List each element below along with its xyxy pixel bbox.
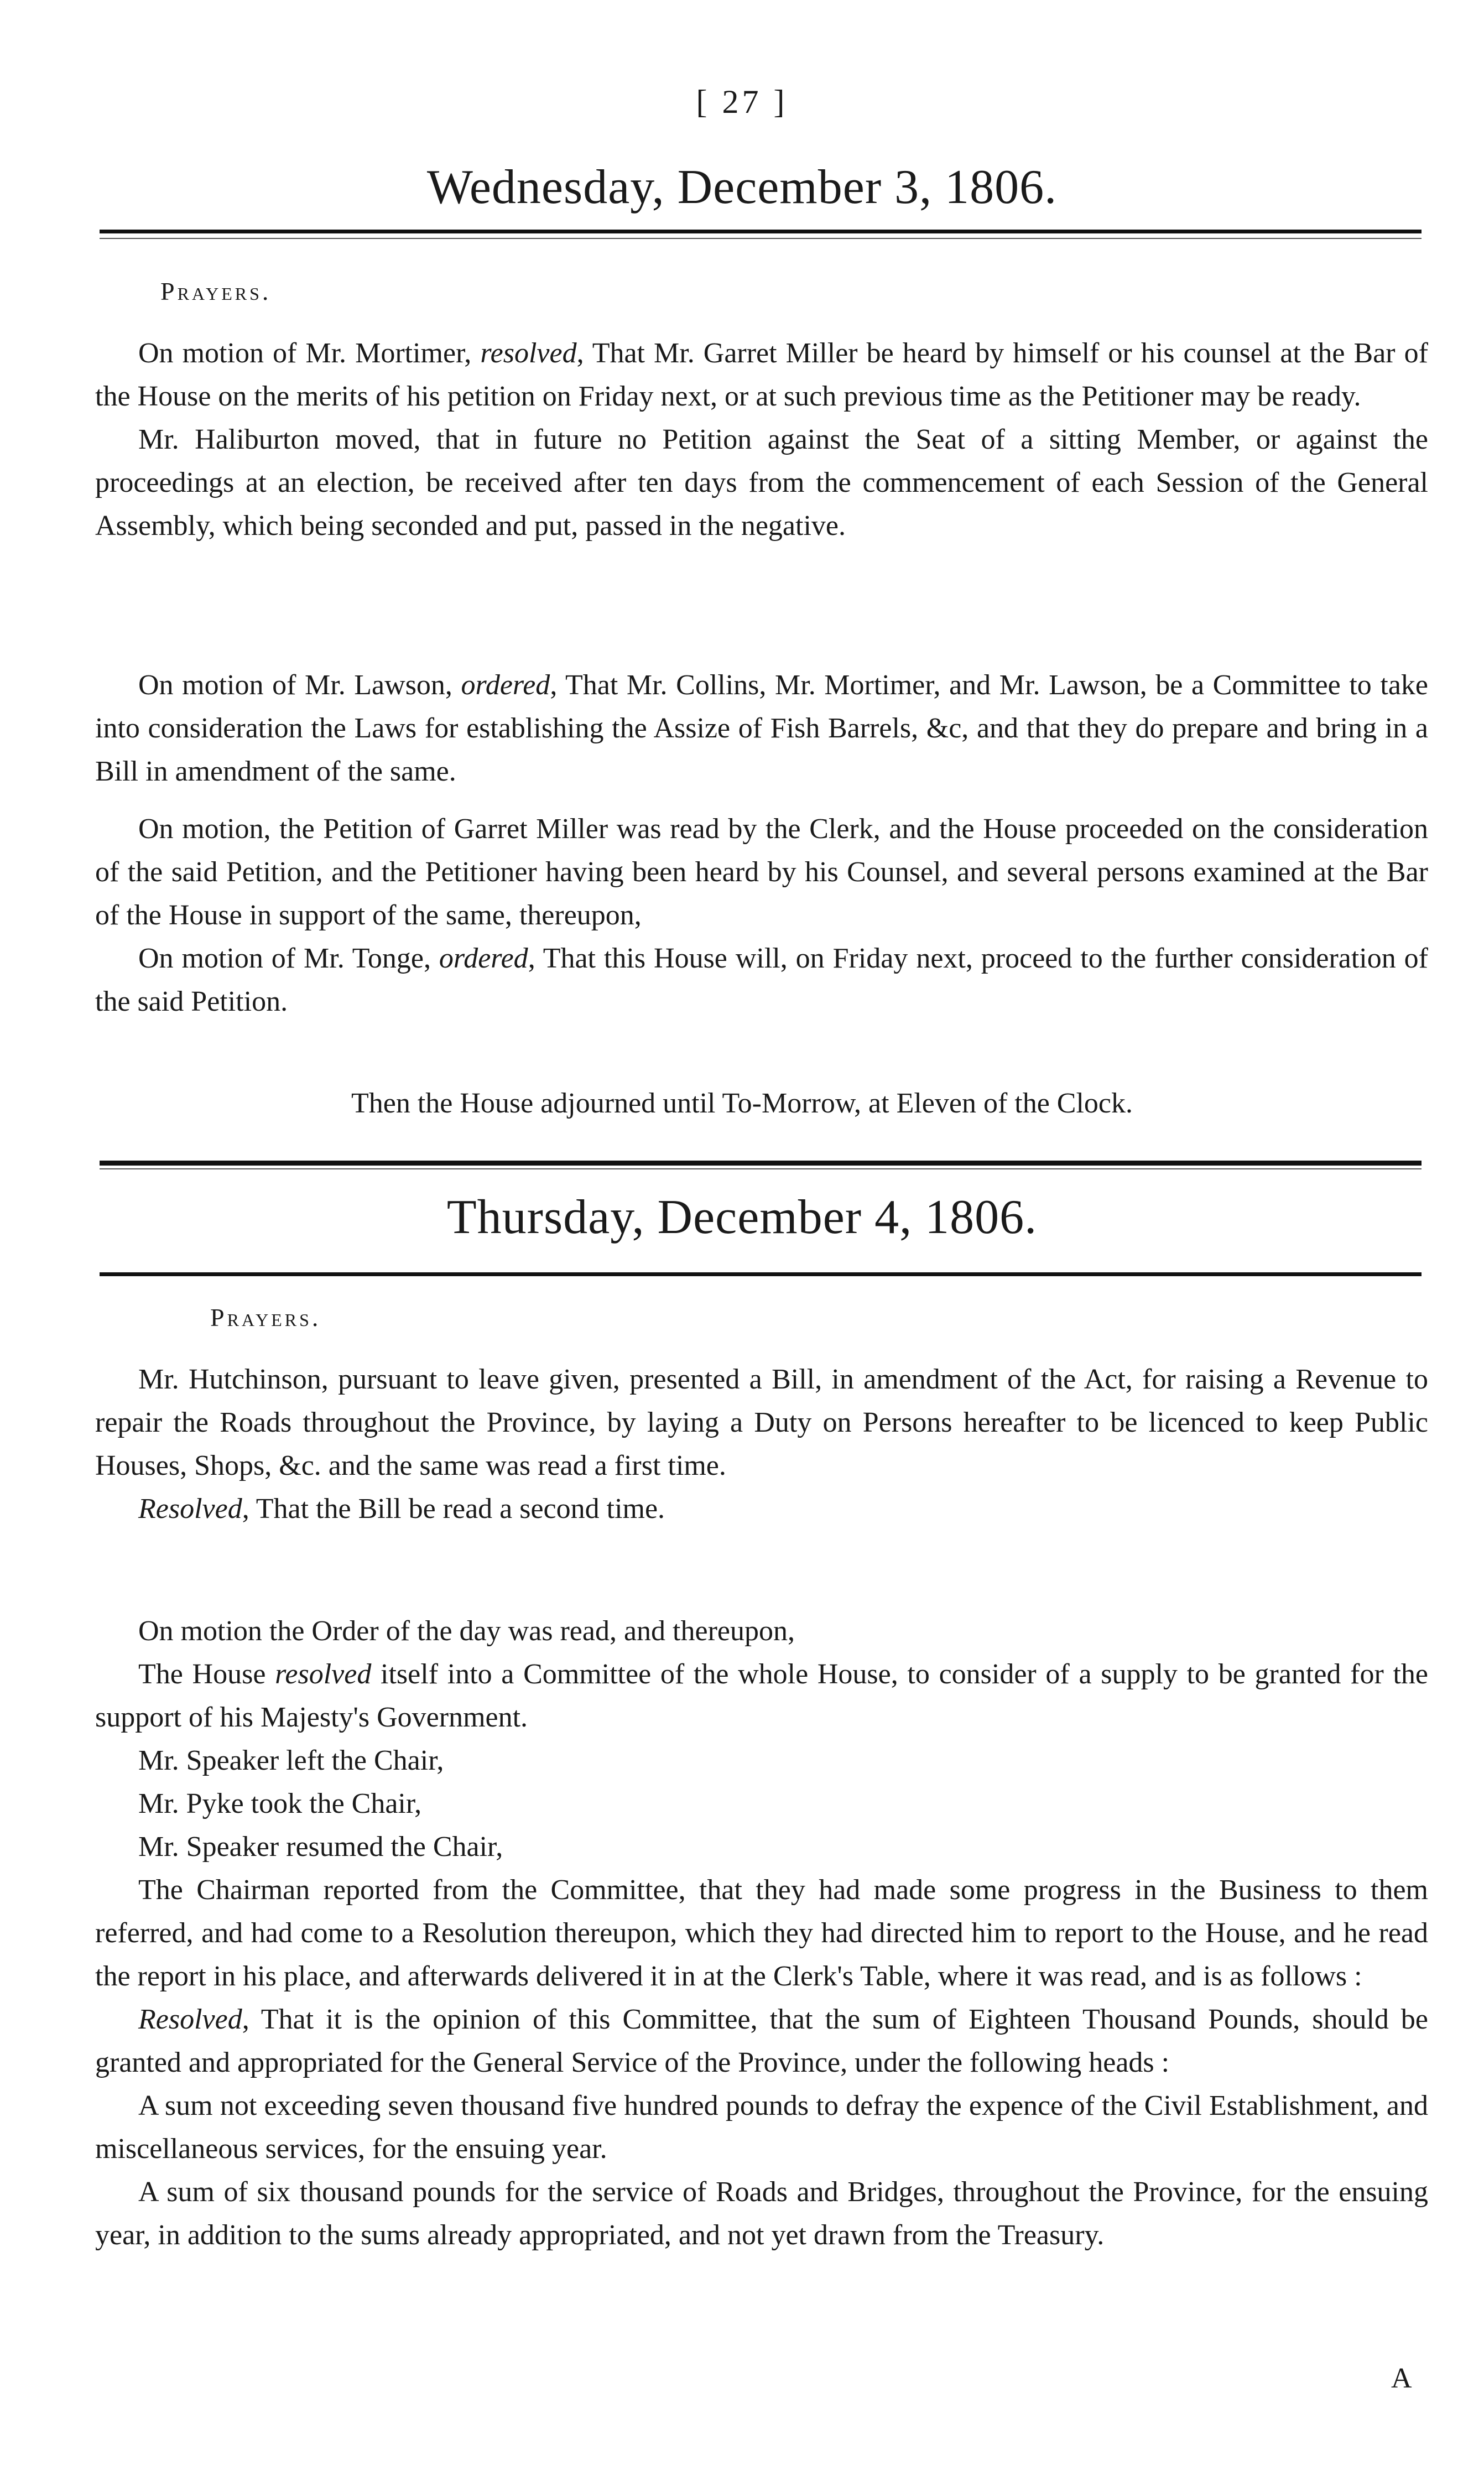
day1-prayers-label: Prayers.: [160, 277, 272, 305]
day2-paragraph-6: Mr. Pyke took the Chair,: [138, 1788, 422, 1819]
rule-thin-day1: [100, 238, 1421, 239]
day1-paragraph-2: Mr. Haliburton moved, that in future no Petition against the Seat of a sitting Member, or against the proceedings at an election, be received after ten days from the commencement of each Session of the General Assembly, which being seconded and put, passed in the negative.: [95, 424, 1428, 542]
day1-paragraph-3: On motion of Mr. Lawson, ordered, That Mr. Collins, Mr. Mortimer, and Mr. Lawson, be a Committee to take into consideration the Laws for establishing the Assize of Fish Barrels, &c, and that they do prepare and bring in a Bill in amendment of the same.: [95, 669, 1428, 787]
day2-paragraph-1: Mr. Hutchinson, pursuant to leave given, presented a Bill, in amendment of the Act, for raising a Revenue to repair the Roads throughout the Province, by laying a Duty on Persons hereafter to be licenced to keep Public Houses, Shops, &c. and the same was read a first time.: [95, 1364, 1428, 1481]
day2-paragraph-8: The Chairman reported from the Committee, that they had made some progress in the Business to them referred, and had come to a Resolution thereupon, which they had directed him to report to the House, and he read the report in his place, and afterwards delivered it in at the Clerk's Table, where it was read, and is as follows :: [95, 1874, 1428, 1992]
rule-between-days: [100, 1161, 1421, 1166]
day1-paragraph-4: On motion, the Petition of Garret Miller was read by the Clerk, and the House proceeded on the consideration of the said Petition, and the Petitioner having been heard by his Counsel, and several persons examined at the Bar of the House in support of the same, thereupon,: [95, 813, 1428, 931]
day2-paragraph-3: On motion the Order of the day was read, and thereupon,: [138, 1615, 795, 1647]
rule-under-day2-heading: [100, 1272, 1421, 1276]
catchword: A: [1391, 2363, 1412, 2394]
day1-block-c: [95, 808, 1428, 1023]
day2-block-b: [95, 1610, 1428, 2257]
page-number: [ 27 ]: [696, 84, 788, 120]
day2-paragraph-11: A sum of six thousand pounds for the service of Roads and Bridges, throughout the Province, for the ensuing year, in addition to the sums already appropriated, and not yet drawn from the Treasury.: [95, 2176, 1428, 2251]
day2-paragraph-5: Mr. Speaker left the Chair,: [138, 1745, 444, 1776]
day2-prayers-label: Prayers.: [210, 1303, 321, 1332]
day2-block-a: [95, 1358, 1428, 1531]
day1-paragraph-5: On motion of Mr. Tonge, ordered, That this House will, on Friday next, proceed to the further consideration of the said Petition.: [95, 943, 1428, 1017]
day2-paragraph-2: Resolved, That the Bill be read a second time.: [138, 1493, 665, 1525]
day2-paragraph-9: Resolved, That it is the opinion of this Committee, that the sum of Eighteen Thousand Pounds, should be granted and appropriated for the General Service of the Province, under the following heads :: [95, 2004, 1428, 2078]
rule-thin-between-days: [100, 1168, 1421, 1169]
day1-block-b: [95, 664, 1428, 793]
rule-under-day1-heading: [100, 230, 1421, 233]
day2-paragraph-4: The House resolved itself into a Committee of the whole House, to consider of a supply to be granted for the support of his Majesty's Government.: [95, 1658, 1428, 1733]
day2-paragraph-10: A sum not exceeding seven thousand five hundred pounds to defray the expence of the Civil Establishment, and miscellaneous services, for the ensuing year.: [95, 2090, 1428, 2165]
day2-heading: Thursday, December 4, 1806.: [446, 1190, 1038, 1244]
day1-heading: Wednesday, December 3, 1806.: [426, 160, 1058, 214]
day1-paragraph-1: On motion of Mr. Mortimer, resolved, That Mr. Garret Miller be heard by himself or his counsel at the Bar of the House on the merits of his petition on Friday next, or at such previous time as the Petitioner may be ready.: [95, 337, 1428, 412]
day2-paragraph-7: Mr. Speaker resumed the Chair,: [138, 1831, 503, 1863]
day1-adjournment: Then the House adjourned until To-Morrow, at Eleven of the Clock.: [351, 1088, 1133, 1119]
day1-block-a: [95, 332, 1428, 548]
